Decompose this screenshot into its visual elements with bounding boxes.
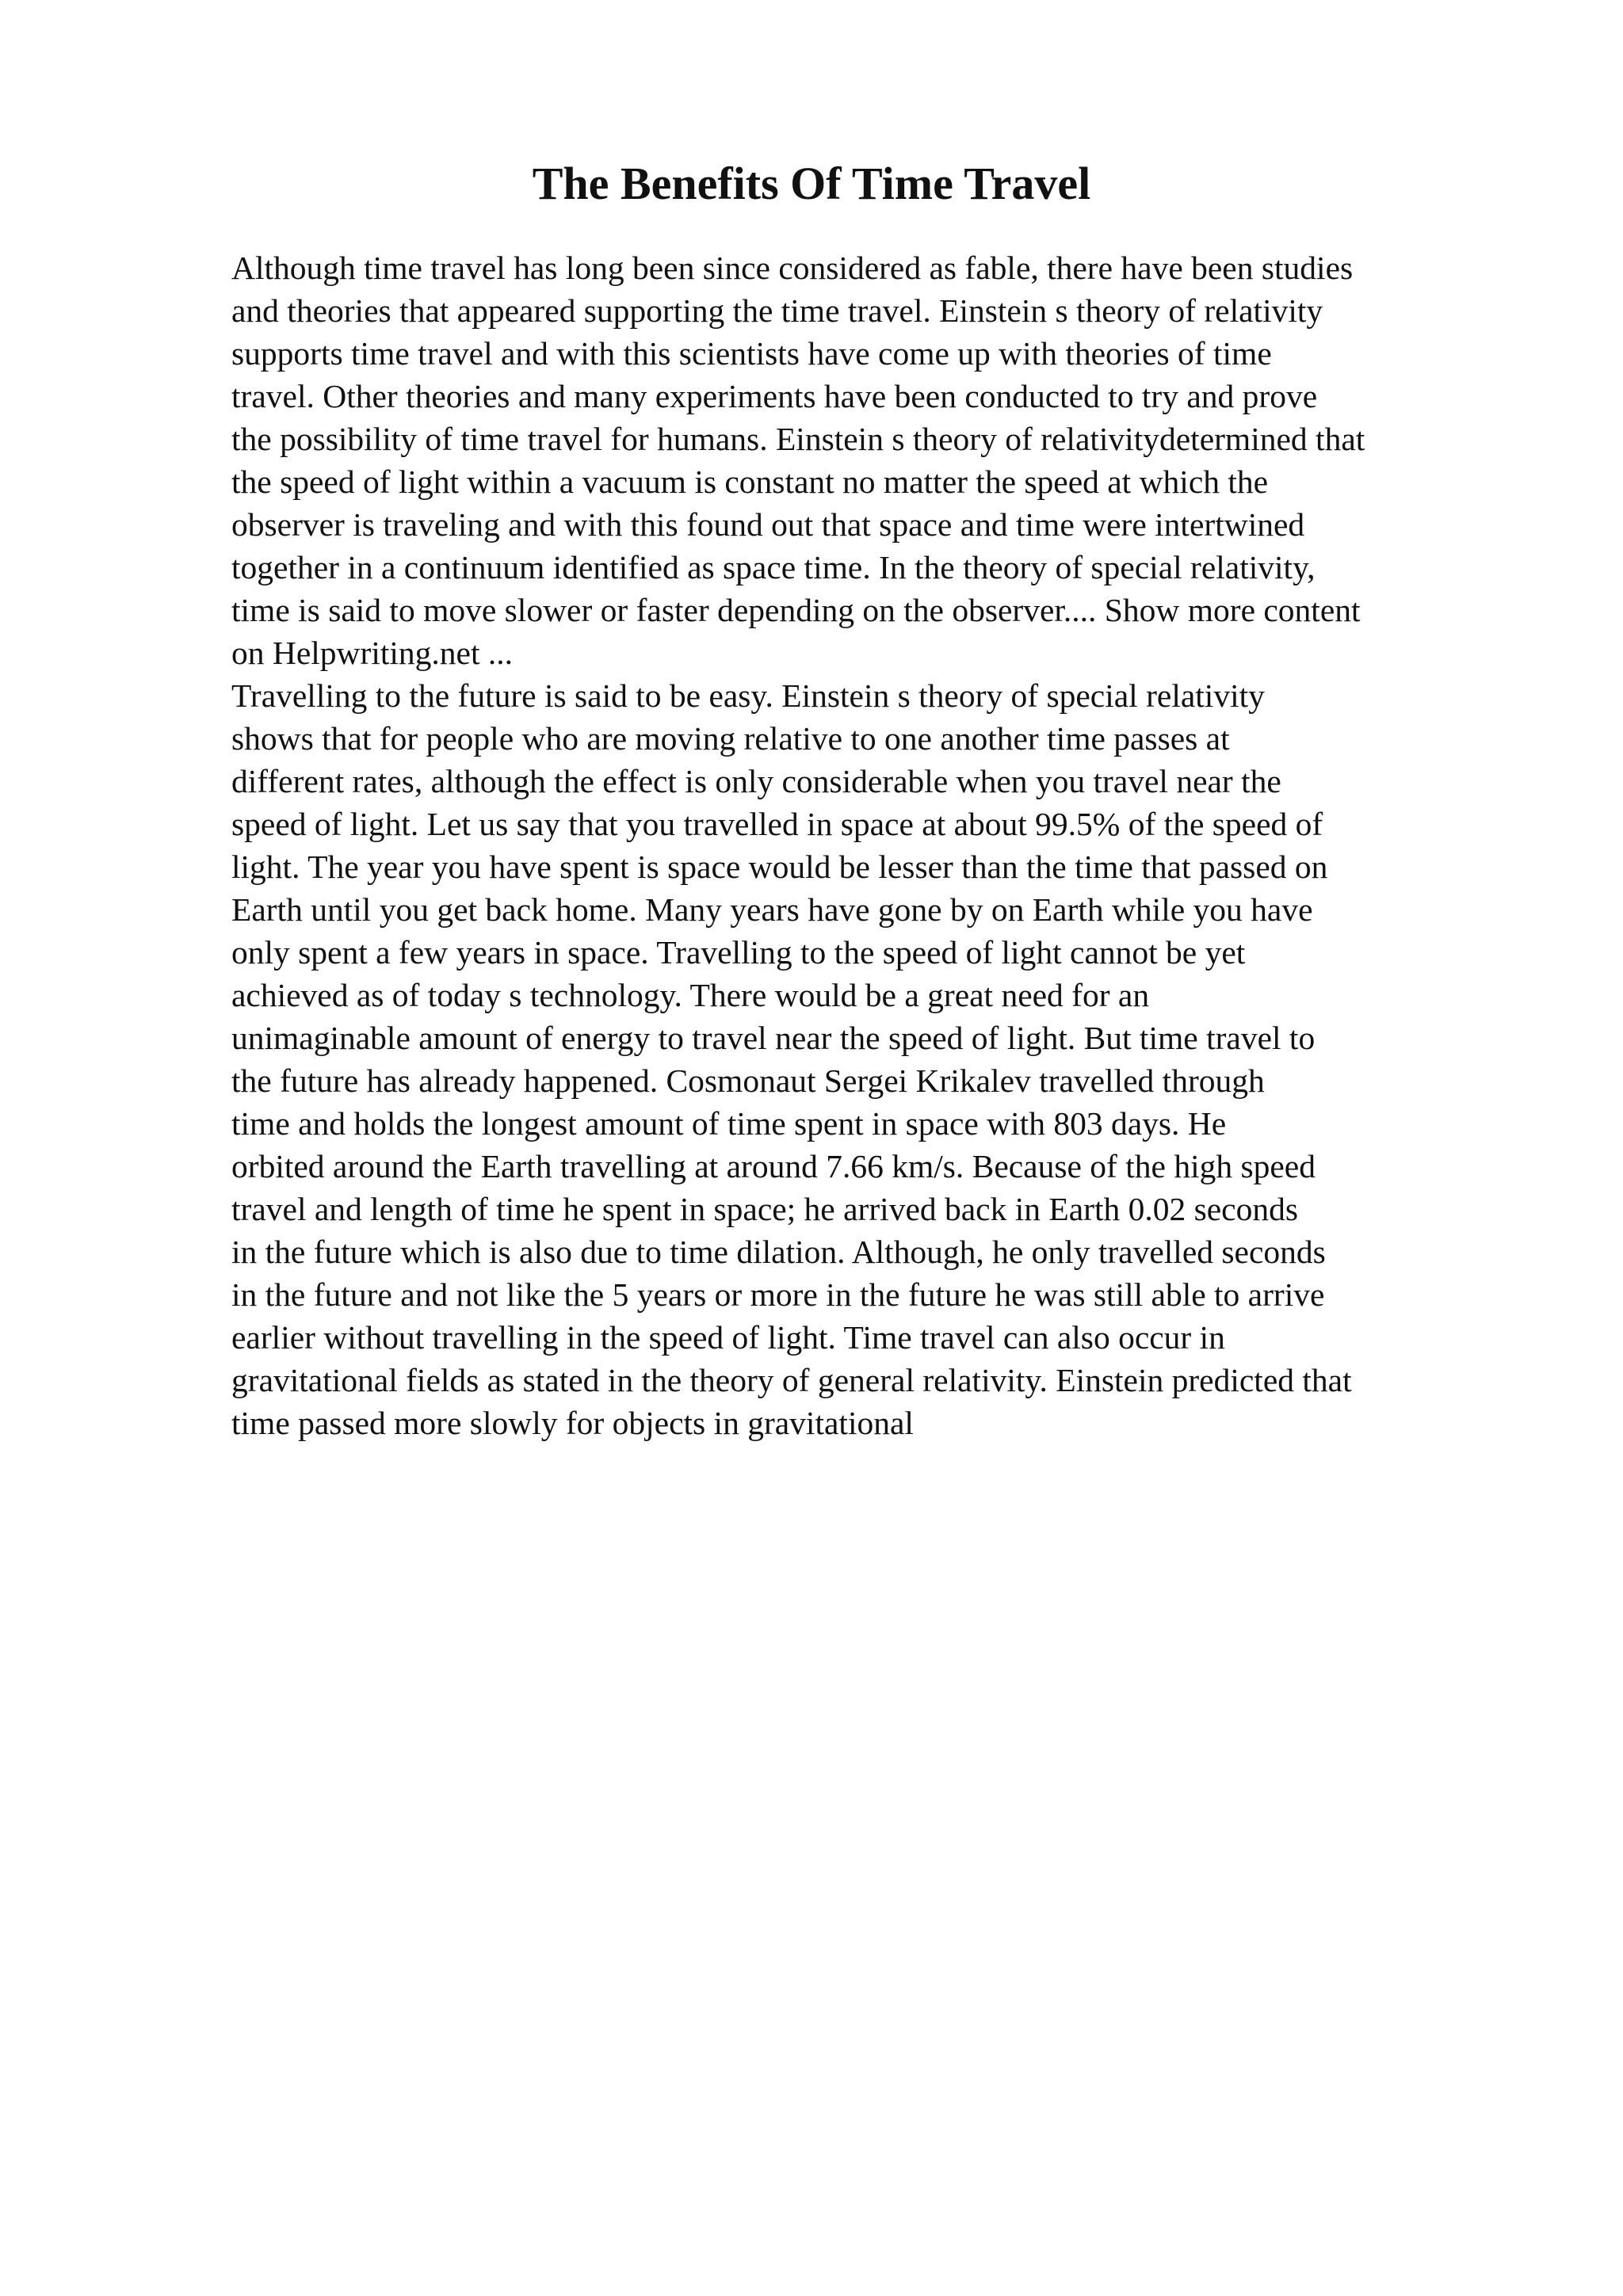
text-line: shows that for people who are moving relative to one another time passes at <box>231 720 1230 757</box>
paragraph-2 <box>231 674 1539 1444</box>
text-line: achieved as of today s technology. There would be a great need for an <box>231 977 1150 1013</box>
text-line: in the future which is also due to time dilation. Although, he only travelled seconds <box>231 1234 1326 1270</box>
text-line: and theories that appeared supporting the time travel. Einstein s theory of relativity <box>231 292 1323 329</box>
text-line: time passed more slowly for objects in gravitational <box>231 1405 914 1441</box>
text-line: only spent a few years in space. Travelling to the speed of light cannot be yet <box>231 934 1246 971</box>
text-line: observer is traveling and with this found out that space and time were intertwined <box>231 506 1305 543</box>
text-line: time is said to move slower or faster depending on the observer.... Show more content <box>231 592 1361 628</box>
text-line: travel and length of time he spent in space; he arrived back in Earth 0.02 seconds <box>231 1191 1298 1227</box>
text-line: the speed of light within a vacuum is constant no matter the speed at which the <box>231 463 1269 500</box>
text-line: together in a continuum identified as space time. In the theory of special relativity, <box>231 549 1316 585</box>
text-line: speed of light. Let us say that you travelled in space at about 99.5% of the speed of <box>231 806 1323 842</box>
text-line: gravitational fields as stated in the theory of general relativity. Einstein predicted that <box>231 1362 1352 1398</box>
text-line: Earth until you get back home. Many years have gone by on Earth while you have <box>231 891 1313 928</box>
text-line: the future has already happened. Cosmonaut Sergei Krikalev travelled through <box>231 1062 1265 1099</box>
text-line: Although time travel has long been since considered as fable, there have been studies <box>231 250 1354 286</box>
text-line: light. The year you have spent is space would be lesser than the time that passed on <box>231 849 1328 885</box>
text-line: the possibility of time travel for humans. Einstein s theory of relativitydetermined that <box>231 421 1365 457</box>
text-line: earlier without travelling in the speed of light. Time travel can also occur in <box>231 1319 1225 1356</box>
text-line: time and holds the longest amount of time spent in space with 803 days. He <box>231 1105 1227 1142</box>
text-line: Travelling to the future is said to be easy. Einstein s theory of special relativity <box>231 677 1265 714</box>
text-line: different rates, although the effect is only considerable when you travel near the <box>231 763 1281 799</box>
paragraph-1 <box>231 246 1539 674</box>
document-body <box>231 246 1539 1444</box>
text-line: unimaginable amount of energy to travel near the speed of light. But time travel to <box>231 1020 1316 1056</box>
text-line: in the future and not like the 5 years or more in the future he was still able to arrive <box>231 1276 1325 1313</box>
text-line: travel. Other theories and many experiments have been conducted to try and prove <box>231 378 1318 414</box>
text-line: supports time travel and with this scientists have come up with theories of time <box>231 335 1272 372</box>
text-line: orbited around the Earth travelling at around 7.66 km/s. Because of the high speed <box>231 1148 1316 1184</box>
text-line: on Helpwriting.net ... <box>231 635 513 671</box>
document-title: The Benefits Of Time Travel <box>532 158 1091 209</box>
